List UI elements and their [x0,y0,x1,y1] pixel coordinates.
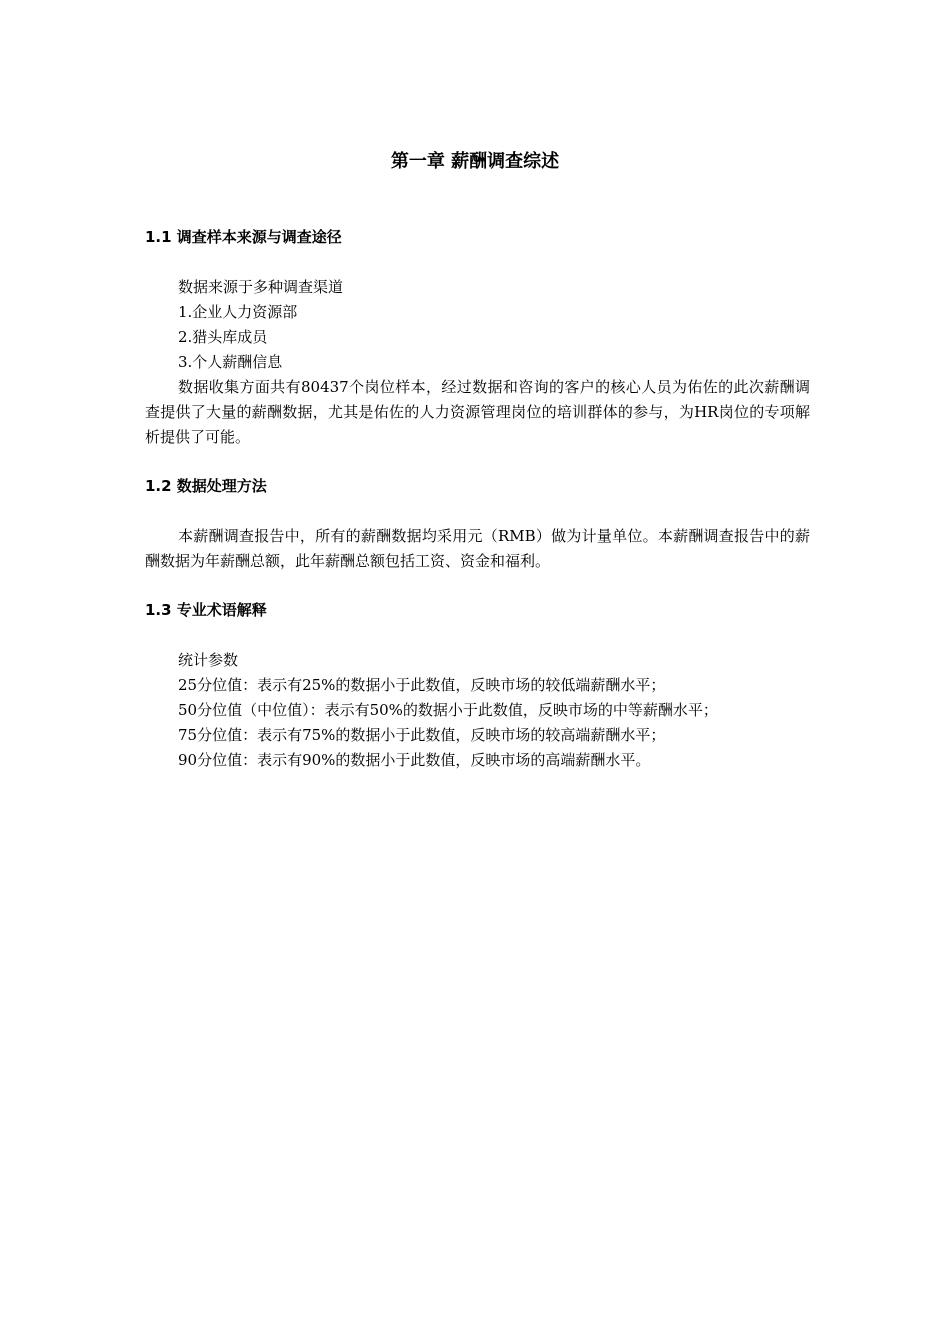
chapter-title: 第一章 薪酬调查综述 [390,151,560,172]
text-line: 统计参数 [178,651,239,669]
section-sample-sources [145,227,810,450]
section-terminology [145,600,810,773]
body-paragraph: 本薪酬调查报告中，所有的薪酬数据均采用元（RMB）做为计量单位。本薪酬调查报告中的薪酬数据为年薪酬总额，此年薪酬总额包括工资、资金和福利。 [145,527,810,570]
section-heading: 1.1 调查样本来源与调查途径 [145,228,342,246]
section-body [145,524,810,574]
body-paragraph: 数据收集方面共有80437个岗位样本，经过数据和咨询的客户的核心人员为佑佐的此次薪酬调查提供了大量的薪酬数据，尤其是佑佐的人力资源管理岗位的培训群体的参与，为HR岗位的专项解析提供了可能。 [145,378,810,446]
list-item: 90分位值：表示有90%的数据小于此数值，反映市场的高端薪酬水平。 [178,751,651,769]
list-item: 75分位值：表示有75%的数据小于此数值，反映市场的较高端薪酬水平； [178,726,666,744]
list-item: 3.个人薪酬信息 [178,353,283,371]
section-body [145,648,810,773]
section-data-processing [145,476,810,574]
section-heading: 1.3 专业术语解释 [145,601,267,619]
list-item: 50分位值（中位值）：表示有50%的数据小于此数值，反映市场的中等薪酬水平； [178,701,718,719]
list-item: 25分位值：表示有25%的数据小于此数值，反映市场的较低端薪酬水平； [178,676,666,694]
section-heading: 1.2 数据处理方法 [145,477,267,495]
text-line: 数据来源于多种调查渠道 [178,278,344,296]
section-body [145,275,810,450]
list-item: 2.猎头库成员 [178,328,268,346]
list-item: 1.企业人力资源部 [178,303,298,321]
